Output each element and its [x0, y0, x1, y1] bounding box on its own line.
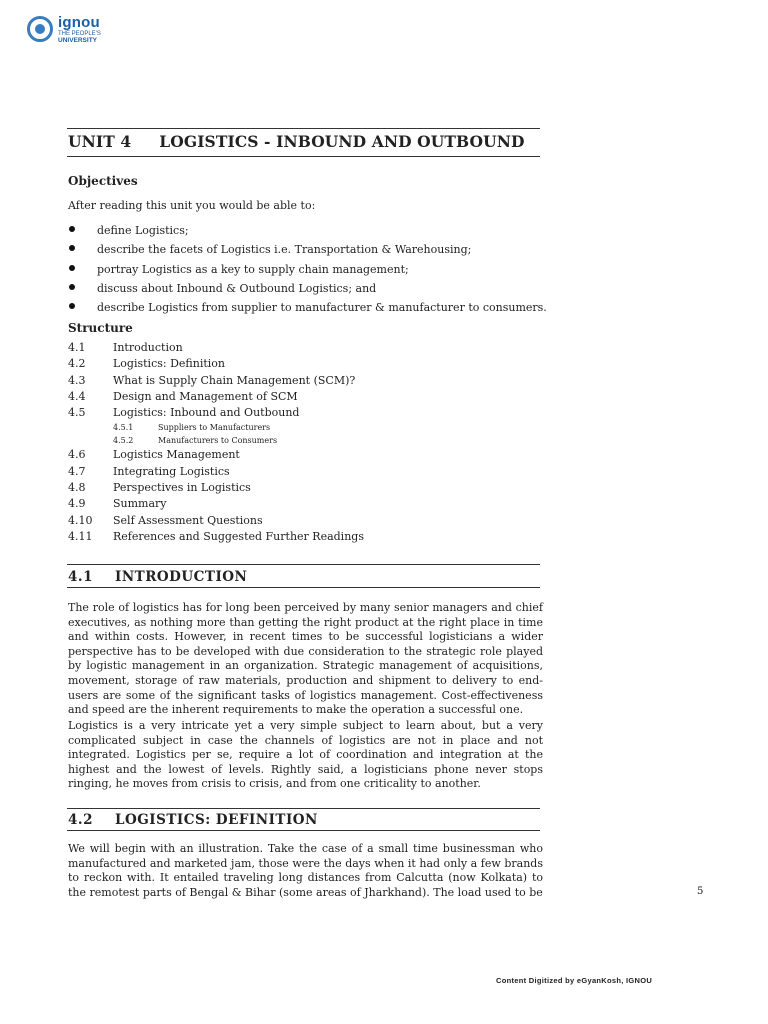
- ignou-logo: [27, 14, 127, 46]
- structure-item: 4.4 Design and Management of SCM: [68, 389, 298, 403]
- structure-subitem: 4.5.1 Suppliers to Manufacturers: [113, 423, 271, 433]
- title-bottom-rule: [67, 156, 540, 157]
- section-2-paragraph-1: We will begin with an illustration. Take the case of a small time businessman who manufactured and marketed jam, those were the days when it had only a few brands to reckon with. It entailed traveling long distances from Calcutta (now Kolkata) to the remotest parts of Bengal & Bihar (some areas of Jharkhand). The load used to be: [68, 842, 543, 899]
- list-item: describe Logistics from supplier to manufacturer & manufacturer to consumers.: [68, 301, 548, 320]
- objectives-heading: Objectives: [68, 174, 138, 188]
- structure-item: 4.1 Introduction: [68, 341, 183, 354]
- objectives-intro: After reading this unit you would be able to:: [68, 199, 316, 212]
- section-1-bottom-rule: [67, 587, 540, 588]
- unit-title: [68, 132, 525, 151]
- ignou-emblem-icon: [27, 16, 53, 42]
- structure-item: 4.9 Summary: [68, 497, 167, 511]
- page-number: 5: [697, 886, 704, 897]
- list-item: describe the facets of Logistics i.e. Transportation & Warehousing;: [68, 243, 548, 262]
- section-1-paragraph-2: Logistics is a very intricate yet a very simple subject to learn about, but a very complicated subject in case the channels of logistics are not in place and not integrated. Logistics per se, require a lot of coordination and integration at the highest and the lowest of levels. Rightly said, a logisticians phone never stops ringing, he moves from crisis to crisis, and from one criticality to another.: [68, 719, 543, 791]
- section-2-title: LOGISTICS: DEFINITION: [115, 812, 318, 828]
- structure-item: 4.10 Self Assessment Questions: [68, 513, 263, 527]
- section-1-heading: [68, 569, 247, 585]
- section-1-number: 4.1: [68, 569, 93, 585]
- structure-heading: Structure: [68, 321, 133, 335]
- section-1-paragraph-1: The role of logistics has for long been perceived by many senior managers and chief executives, as nothing more than getting the right product at the right place in time and within costs. However, in recent times to be successful logisticians a wider perspective has to be developed with due consideration to the strategic role played by logistic management in an organization. Strategic management of acquisitions, movement, storage of raw materials, production and shipment to delivery to end-users are some of the significant tasks of logistics management. Cost-effectiveness and speed are the inherent requirements to make the operation a successful one.: [68, 601, 543, 717]
- bullet-icon: [69, 265, 75, 271]
- list-item: discuss about Inbound & Outbound Logistics; and: [68, 282, 548, 301]
- digitization-footer: Content Digitized by eGyanKosh, IGNOU: [496, 976, 653, 985]
- structure-item: 4.2 Logistics: Definition: [68, 357, 225, 371]
- logo-name: ignou: [58, 14, 100, 31]
- bullet-icon: [69, 226, 75, 232]
- bullet-icon: [69, 284, 75, 290]
- list-item: define Logistics;: [68, 224, 548, 243]
- section-2-top-rule: [67, 808, 540, 809]
- structure-item: 4.11 References and Suggested Further Readings: [68, 529, 364, 543]
- section-1-top-rule: [67, 564, 540, 565]
- structure-item: 4.8 Perspectives in Logistics: [68, 481, 251, 495]
- unit-title-text: LOGISTICS - INBOUND AND OUTBOUND: [159, 132, 525, 151]
- section-1-title: INTRODUCTION: [115, 569, 248, 585]
- structure-item: 4.6 Logistics Management: [68, 448, 240, 462]
- structure-item: 4.5 Logistics: Inbound and Outbound: [68, 406, 300, 420]
- unit-number: UNIT 4: [68, 132, 132, 151]
- title-top-rule: [67, 128, 540, 129]
- section-2-heading: [68, 812, 318, 828]
- bullet-icon: [69, 245, 75, 251]
- logo-tagline-1: THE PEOPLE'S: [58, 31, 101, 37]
- objectives-list: [68, 224, 548, 320]
- structure-item: 4.3 What is Supply Chain Management (SCM)?: [68, 373, 356, 387]
- bullet-icon: [69, 303, 75, 309]
- list-item: portray Logistics as a key to supply chain management;: [68, 263, 548, 282]
- logo-tagline-2: UNIVERSITY: [58, 37, 98, 44]
- structure-subitem: 4.5.2 Manufacturers to Consumers: [113, 436, 278, 446]
- section-2-number: 4.2: [68, 812, 93, 828]
- section-2-bottom-rule: [67, 830, 540, 831]
- structure-list: [68, 341, 548, 546]
- structure-item: 4.7 Integrating Logistics: [68, 464, 230, 478]
